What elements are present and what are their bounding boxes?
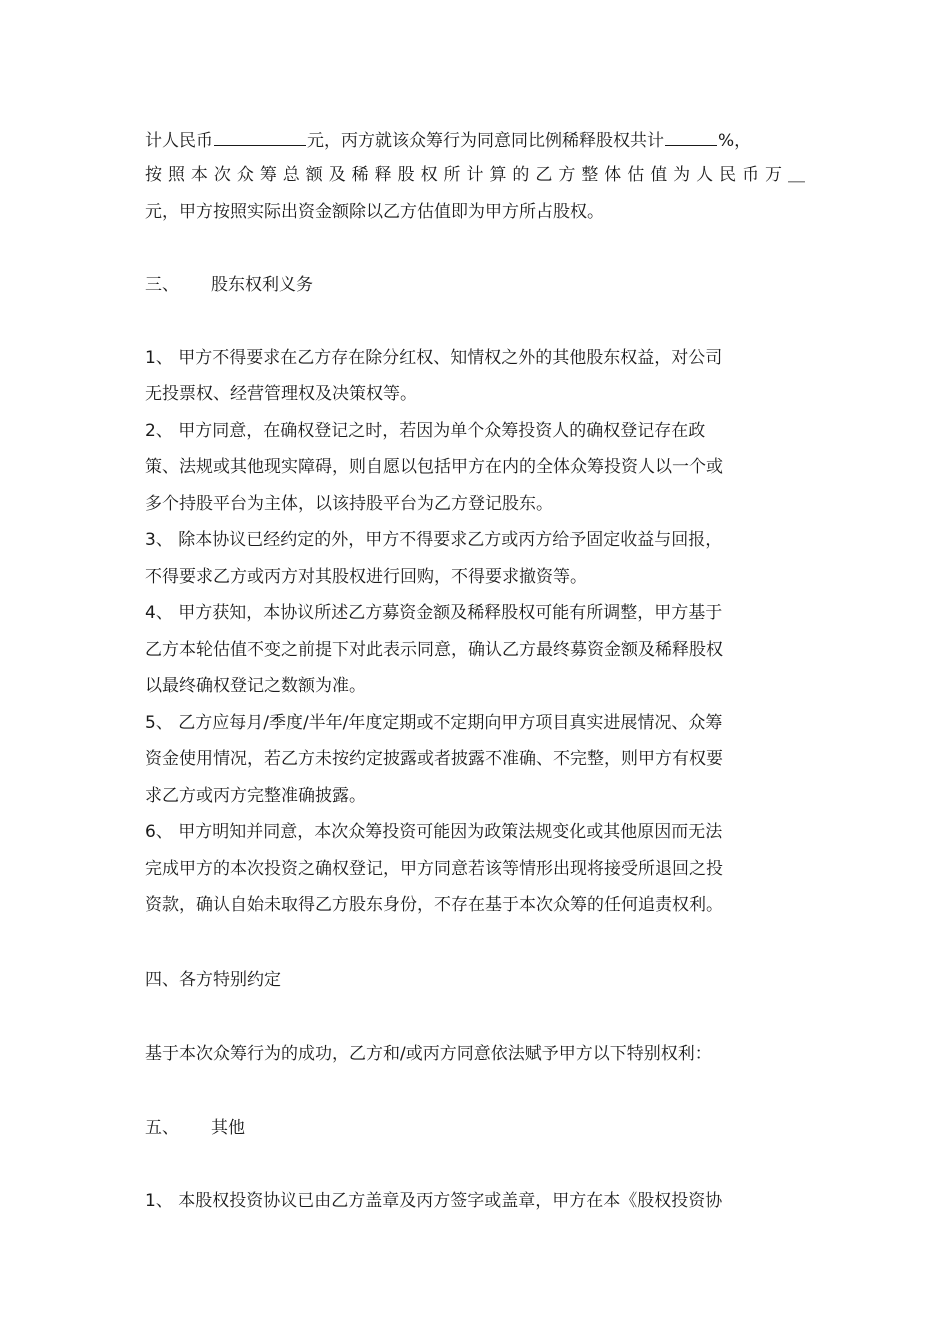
intro-text-a: 计人民币 bbox=[145, 131, 213, 151]
section3-number: 三、 bbox=[145, 275, 179, 295]
section5-title: 其他 bbox=[211, 1118, 245, 1138]
intro-line-3: 元，甲方按照实际出资金额除以乙方估值即为甲方所占股权。 bbox=[145, 202, 604, 222]
intro-line-2: 按照本次众筹总额及稀释股权所计算的乙方整体估值为人民币万＿ bbox=[145, 165, 805, 185]
section3-line: 1、 甲方不得要求在乙方存在除分红权、知情权之外的其他股东权益，对公司 bbox=[145, 348, 723, 368]
section5-heading bbox=[145, 1117, 245, 1139]
intro-line-1 bbox=[145, 128, 751, 152]
section3-line: 5、 乙方应每月/季度/半年/年度定期或不定期向甲方项目真实进展情况、众筹 bbox=[145, 713, 723, 733]
section3-line: 完成甲方的本次投资之确权登记，甲方同意若该等情形出现将接受所退回之投 bbox=[145, 859, 723, 879]
section3-line: 乙方本轮估值不变之前提下对此表示同意，确认乙方最终募资金额及稀释股权 bbox=[145, 640, 723, 660]
section3-line: 6、 甲方明知并同意，本次众筹投资可能因为政策法规变化或其他原因而无法 bbox=[145, 822, 723, 842]
section4-heading: 四、各方特别约定 bbox=[145, 970, 281, 990]
section5-number: 五、 bbox=[145, 1118, 179, 1138]
section3-line: 求乙方或丙方完整准确披露。 bbox=[145, 786, 366, 806]
section3-line: 不得要求乙方或丙方对其股权进行回购，不得要求撤资等。 bbox=[145, 567, 587, 587]
section3-heading bbox=[145, 274, 313, 296]
section4-body: 基于本次众筹行为的成功，乙方和/或丙方同意依法赋予甲方以下特别权利： bbox=[145, 1044, 712, 1064]
section3-line: 2、 甲方同意，在确权登记之时，若因为单个众筹投资人的确权登记存在政 bbox=[145, 421, 706, 441]
percent-blank bbox=[665, 128, 717, 146]
intro-text-c: %， bbox=[718, 131, 752, 151]
section3-line: 策、法规或其他现实障碍，则自愿以包括甲方在内的全体众筹投资人以一个或 bbox=[145, 457, 723, 477]
section3-line: 多个持股平台为主体，以该持股平台为乙方登记股东。 bbox=[145, 494, 553, 514]
amount-blank bbox=[214, 128, 306, 146]
section3-line: 资金使用情况，若乙方未按约定披露或者披露不准确、不完整，则甲方有权要 bbox=[145, 749, 723, 769]
section3-line: 3、 除本协议已经约定的外，甲方不得要求乙方或丙方给予固定收益与回报， bbox=[145, 530, 723, 550]
section5-line: 1、 本股权投资协议已由乙方盖章及丙方签字或盖章，甲方在本《股权投资协 bbox=[145, 1191, 723, 1211]
intro-text-b: 元，丙方就该众筹行为同意同比例稀释股权共计 bbox=[307, 131, 664, 151]
section3-line: 4、 甲方获知，本协议所述乙方募资金额及稀释股权可能有所调整，甲方基于 bbox=[145, 603, 723, 623]
section3-title: 股东权利义务 bbox=[211, 275, 313, 295]
section3-line: 资款，确认自始未取得乙方股东身份，不存在基于本次众筹的任何追责权利。 bbox=[145, 895, 723, 915]
section3-line: 以最终确权登记之数额为准。 bbox=[145, 676, 366, 696]
section3-line: 无投票权、经营管理权及决策权等。 bbox=[145, 384, 417, 404]
